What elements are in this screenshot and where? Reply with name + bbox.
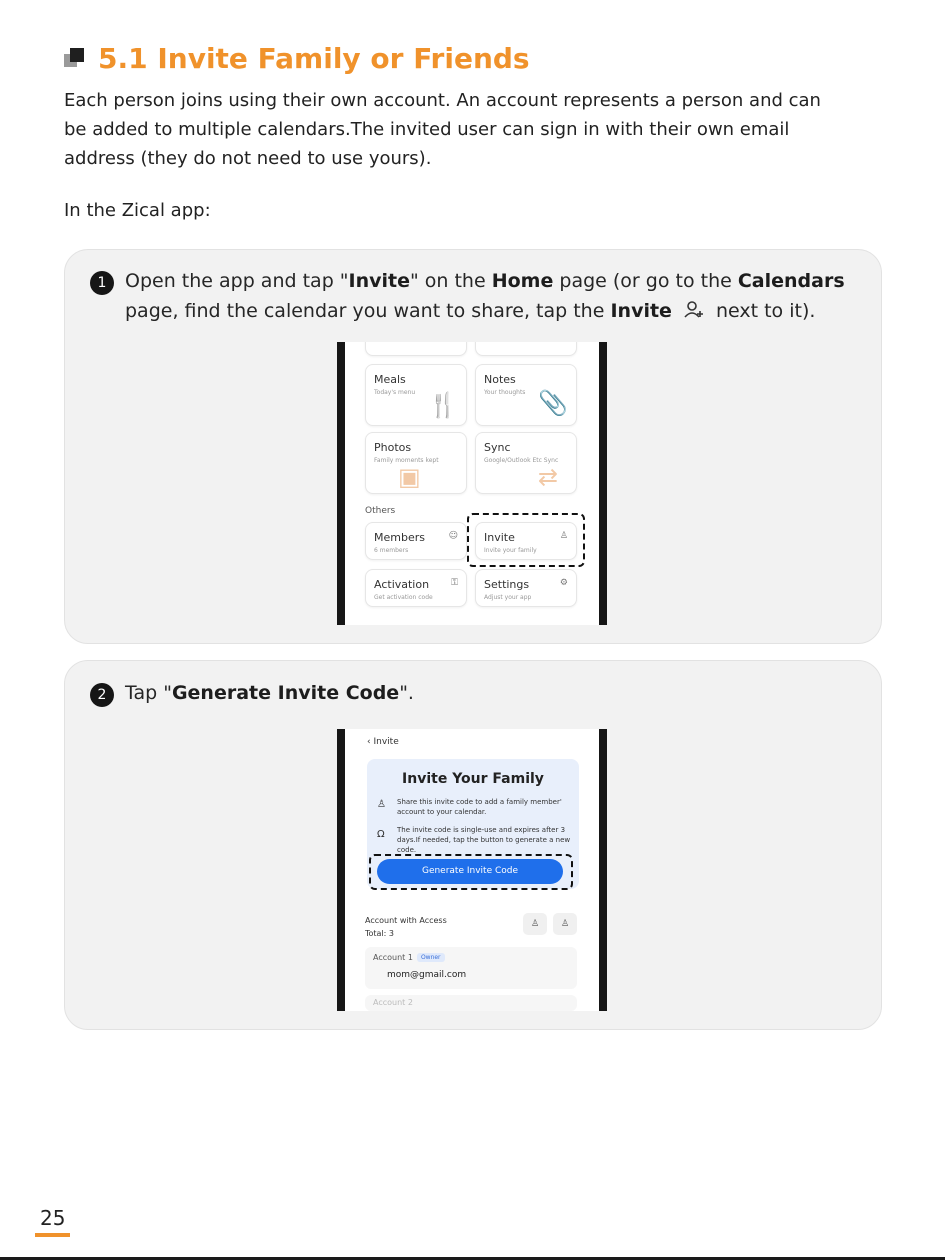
person-icon: ♙ <box>377 799 386 810</box>
tile-invite[interactable]: Invite Invite your family ♙ <box>475 522 577 560</box>
account-card-next[interactable]: Account 2 <box>365 995 577 1011</box>
headset-icon: Ω <box>377 829 385 840</box>
add-person-icon[interactable]: ♙ <box>523 913 547 935</box>
person-add-icon: ♙ <box>559 531 568 541</box>
invite-title: Invite Your Family <box>402 771 544 787</box>
section-title: 5.1 Invite Family or Friends <box>98 42 530 75</box>
tile-settings[interactable]: Settings Adjust your app ⚙ <box>475 569 577 607</box>
intro-line: Each person joins using their own account. An account represents a person and can <box>64 90 821 111</box>
tile-meals[interactable]: Meals Today's menu 🍴 <box>365 364 467 426</box>
person-add-icon <box>684 297 704 327</box>
intro-paragraph <box>64 86 884 173</box>
page-number-underline <box>35 1233 70 1237</box>
chevron-left-icon: ‹ <box>367 737 371 747</box>
intro-line: be added to multiple calendars.The invited user can sign in with their own email <box>64 119 790 140</box>
cutlery-icon: 🍴 <box>428 391 458 419</box>
owner-badge: Owner <box>417 953 445 962</box>
tile-members[interactable]: Members 6 members ☺ <box>365 522 467 560</box>
home-screen-screenshot <box>337 342 607 625</box>
step-2-card <box>64 660 882 1030</box>
back-button[interactable]: ‹ Invite <box>367 737 399 747</box>
highlight-invite-tile <box>467 513 585 567</box>
add-person-icon[interactable]: ♙ <box>553 913 577 935</box>
step-number: 2 <box>90 683 114 707</box>
tile-photos[interactable]: Photos Family moments kept ▣ <box>365 432 467 494</box>
account-name: Account 1 Owner <box>373 953 445 962</box>
step-2-text: Tap "Generate Invite Code". <box>125 682 414 704</box>
stacked-squares-icon <box>64 48 88 70</box>
highlight-generate-button <box>369 854 573 890</box>
tile-sync[interactable]: Sync Google/Outlook Etc Sync ⇄ <box>475 432 577 494</box>
people-icon: ☺ <box>448 531 458 541</box>
tile-partial <box>365 342 467 356</box>
tile-activation[interactable]: Activation Get activation code ⚿ <box>365 569 467 607</box>
invite-screen-screenshot <box>337 729 607 1011</box>
generate-invite-code-button[interactable]: Generate Invite Code <box>377 859 563 884</box>
tile-partial <box>475 342 577 356</box>
key-icon: ⚿ <box>451 578 458 588</box>
account-access-label: Account with Access Total: 3 <box>365 916 447 938</box>
page-number: 25 <box>40 1206 66 1230</box>
gear-icon: ⚙ <box>559 578 568 588</box>
section-heading <box>64 42 530 75</box>
others-label: Others <box>365 506 396 516</box>
invite-info-2: The invite code is single-use and expires after 3 days.If needed, tap the button to generate a new code. <box>397 826 571 854</box>
step-1-card <box>64 249 882 644</box>
tile-notes[interactable]: Notes Your thoughts 📎 <box>475 364 577 426</box>
step-1-text: Open the app and tap "Invite" on the Home page (or go to the Calendars page, find the calendar you want to share, tap the Invite next to it). <box>125 266 845 327</box>
invite-info-1: Share this invite code to add a family member' account to your calendar. <box>397 798 562 816</box>
account-card[interactable] <box>365 947 577 989</box>
step-number: 1 <box>90 271 114 295</box>
image-icon: ▣ <box>398 463 421 491</box>
in-app-label: In the Zical app: <box>64 200 211 221</box>
paperclip-icon: 📎 <box>538 389 568 417</box>
intro-line: address (they do not need to use yours). <box>64 148 432 169</box>
sync-icon: ⇄ <box>538 463 559 491</box>
account-email: mom@gmail.com <box>387 970 467 980</box>
